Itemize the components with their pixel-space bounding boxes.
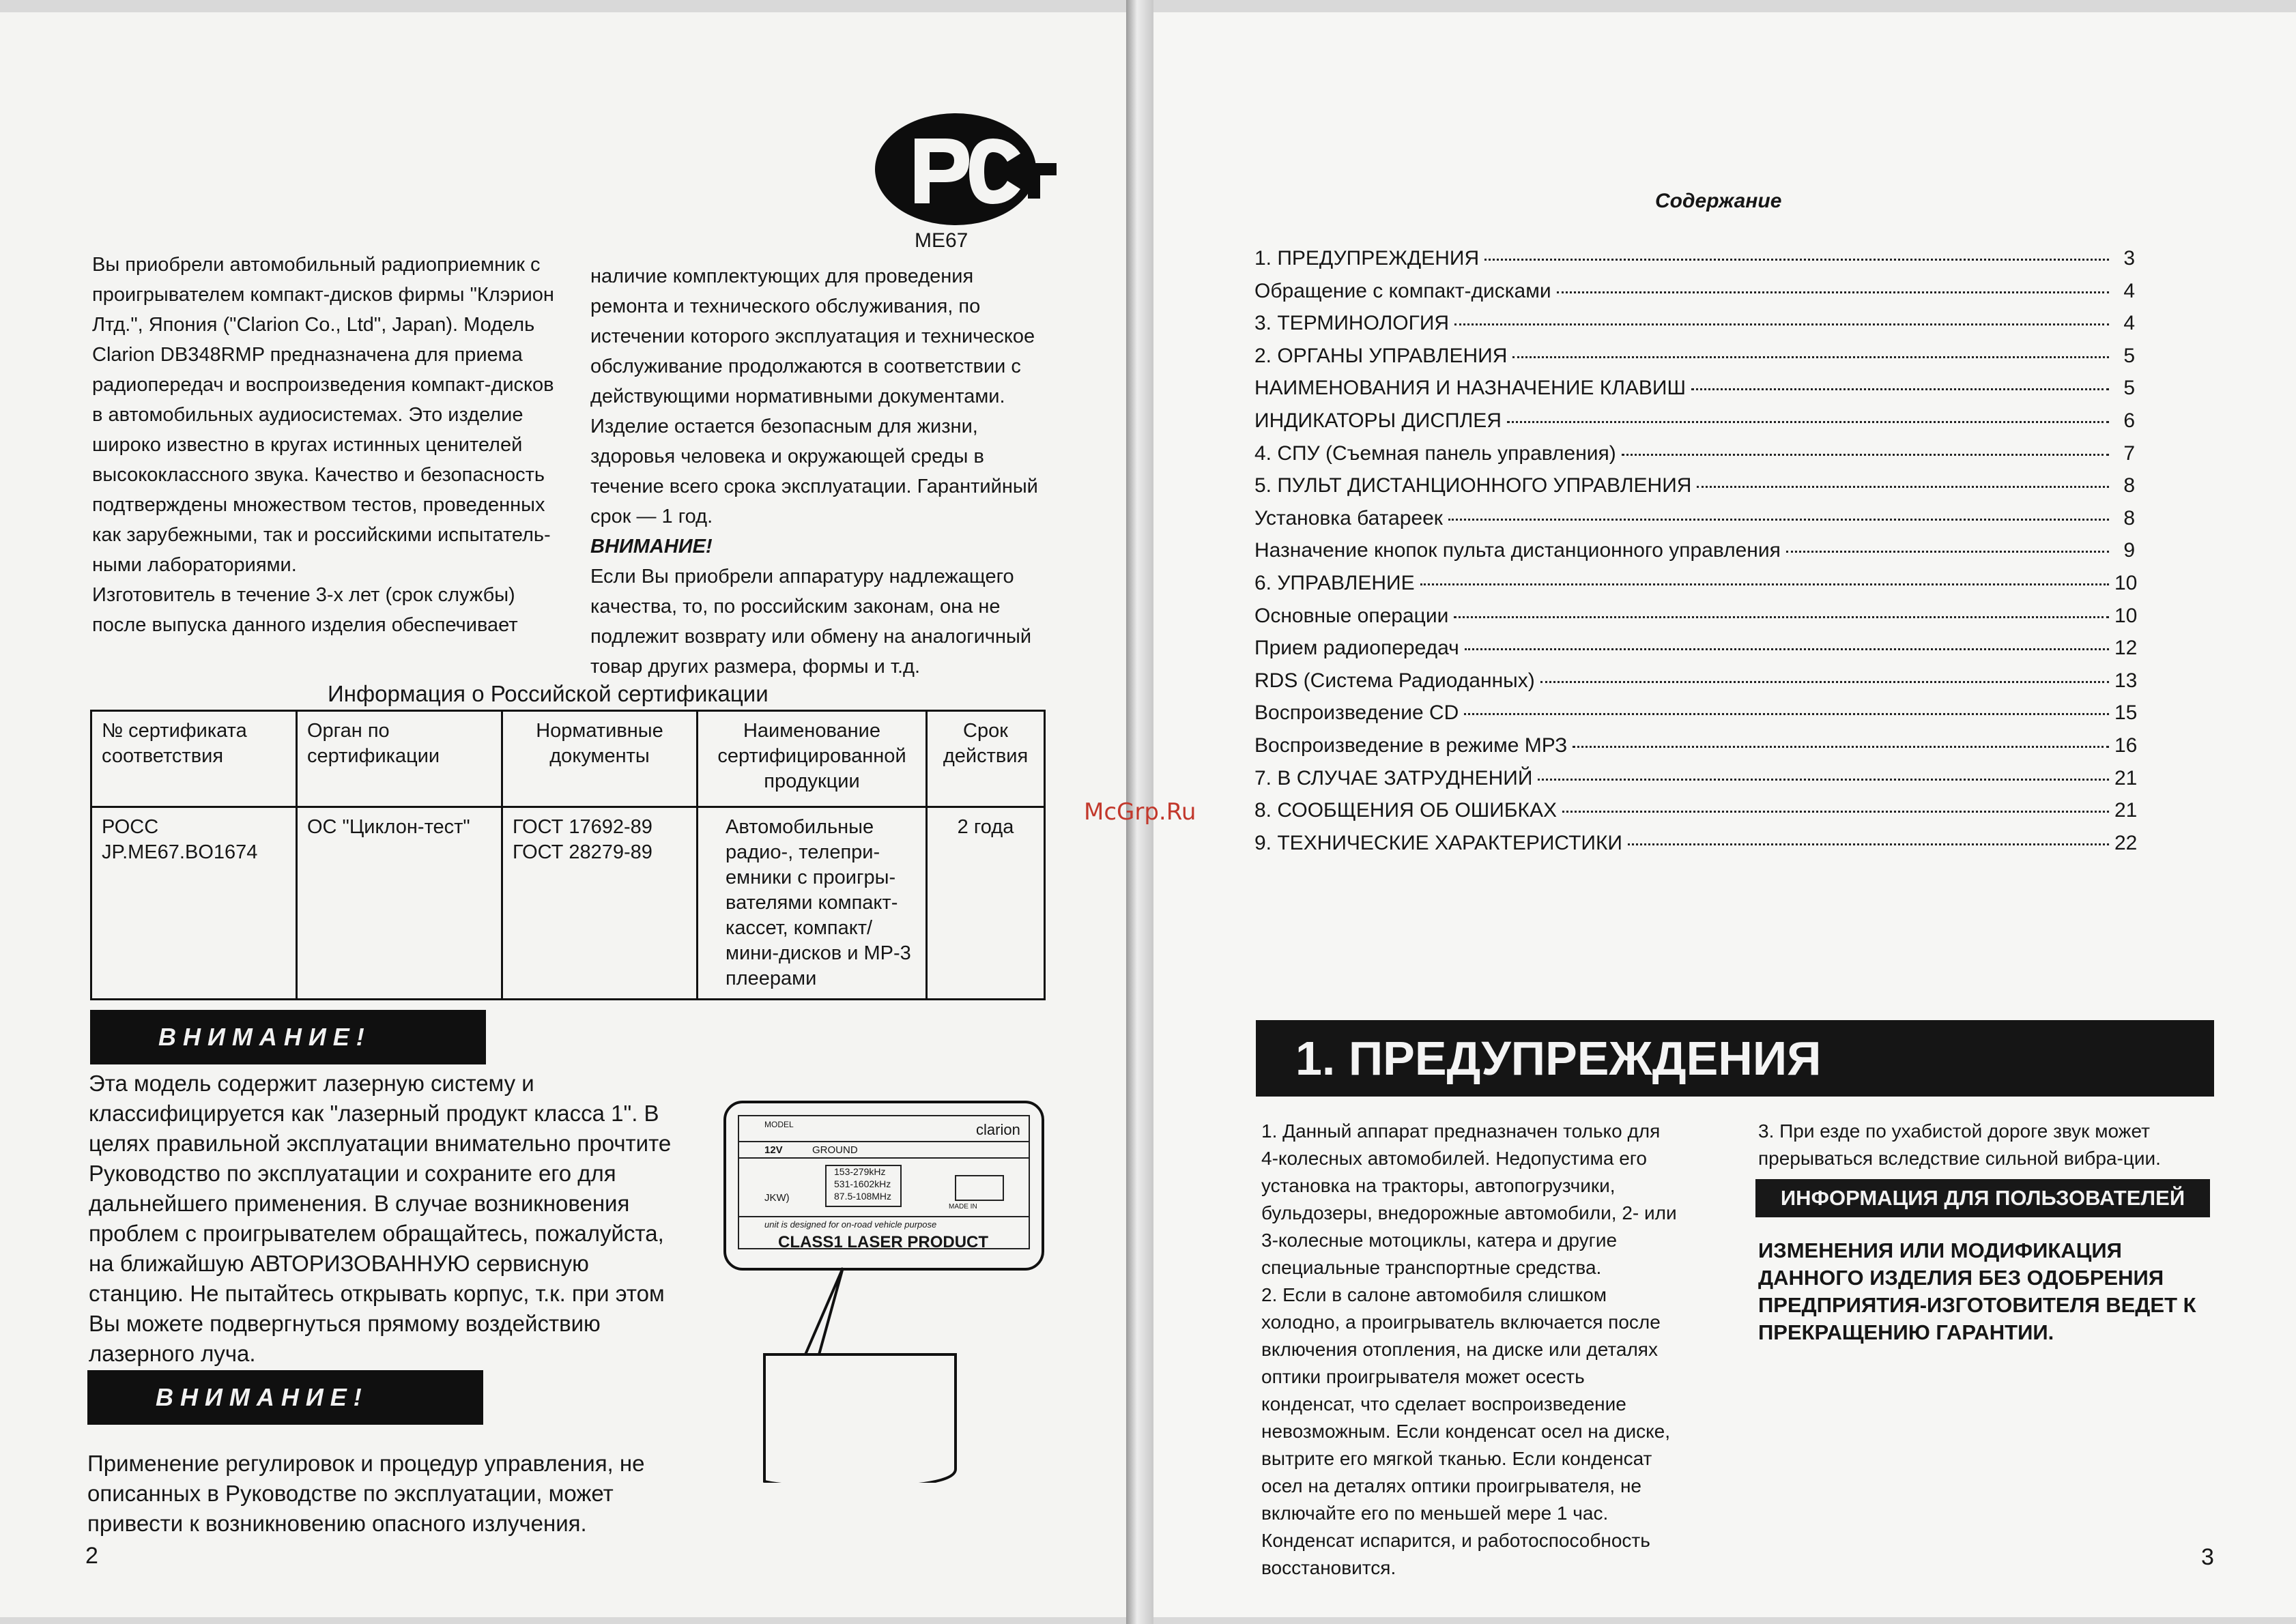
text-line: подтверждены множеством тестов, проведенных xyxy=(92,494,545,516)
toc-label: Назначение кнопок пульта дистанционного управления xyxy=(1254,539,1781,562)
label-note: unit is designed for on-road vehicle purpose xyxy=(764,1219,937,1230)
table-row xyxy=(91,807,1045,1000)
table-cell: Автомобильные радио-, телепри-емники с проигры-вателями компакт-кассет, компакт/ мини-дисков и МР-3 плеерами xyxy=(698,807,927,1000)
text-line: восстановится. xyxy=(1261,1557,1396,1578)
text-line: установка на тракторы, автопогрузчики, xyxy=(1261,1175,1616,1196)
toc-label: 4. СПУ (Съемная панель управления) xyxy=(1254,441,1616,465)
toc-leader xyxy=(1512,356,2109,358)
toc-page: 10 xyxy=(2114,604,2138,627)
text-line: невозможным. Если конденсат осел на диске, xyxy=(1261,1421,1671,1442)
warnings-heading-banner: 1. ПРЕДУПРЕЖДЕНИЯ xyxy=(1256,1020,2214,1097)
toc-entry[interactable] xyxy=(1254,409,2135,442)
text-line: 3. При езде по ухабистой дороге звук может xyxy=(1758,1120,2150,1142)
toc-entry[interactable] xyxy=(1254,604,2138,637)
table-header: № сертификата соответствия xyxy=(91,711,297,807)
text-line: классифицируется как "лазерный продукт класса 1". В xyxy=(89,1101,659,1126)
toc-leader xyxy=(1448,519,2109,521)
toc-entry[interactable] xyxy=(1254,507,2135,540)
toc-label: Прием радиопередач xyxy=(1254,637,1459,660)
text-line: товар других размера, формы и т.д. xyxy=(590,656,921,678)
toc-leader xyxy=(1507,421,2109,423)
toc-leader xyxy=(1464,713,2109,715)
attention-banner: ВНИМАНИЕ! xyxy=(90,1010,486,1064)
label-ground: GROUND xyxy=(812,1144,858,1156)
text-line: Изготовитель в течение 3-х лет (срок службы) xyxy=(92,584,515,606)
label-model: MODEL xyxy=(764,1120,794,1129)
toc-leader xyxy=(1786,551,2109,553)
text-line: срок — 1 год. xyxy=(590,506,713,527)
certification-table xyxy=(90,710,1046,1000)
intro-column-1 xyxy=(92,250,556,640)
toc-page: 5 xyxy=(2123,377,2135,400)
text-line: широко известно в кругах истинных ценителей xyxy=(92,434,523,456)
certification-code: ME67 xyxy=(915,229,968,252)
toc-entry[interactable] xyxy=(1254,280,2135,313)
toc-entry[interactable] xyxy=(1254,734,2138,767)
toc-label: 9. ТЕХНИЧЕСКИЕ ХАРАКТЕРИСТИКИ xyxy=(1254,831,1622,854)
text-line: оптики проигрывателя может осесть xyxy=(1261,1366,1585,1387)
text-line: ПРЕДПРИЯТИЯ-ИЗГОТОВИТЕЛЯ ВЕДЕТ К xyxy=(1758,1293,2196,1317)
toc-label: 6. УПРАВЛЕНИЕ xyxy=(1254,571,1415,594)
page-number: 3 xyxy=(2201,1544,2214,1570)
toc-label: Воспроизведение в режиме МРЗ xyxy=(1254,734,1568,757)
text-line: действующими нормативными документами. xyxy=(590,386,1005,407)
toc-label: 1. ПРЕДУПРЕЖДЕНИЯ xyxy=(1254,247,1480,270)
text-line: ными лабораториями. xyxy=(92,554,297,576)
toc-page: 3 xyxy=(2123,247,2135,270)
toc-page: 22 xyxy=(2114,831,2138,854)
toc-page: 10 xyxy=(2114,571,2138,594)
table-cell: РОСС JP.ME67.BO1674 xyxy=(91,807,297,1000)
toc-page: 21 xyxy=(2114,799,2138,822)
toc-leader xyxy=(1465,648,2109,650)
radiation-warning-text xyxy=(87,1449,702,1539)
text-line: конденсат, что сделает воспроизведение xyxy=(1261,1393,1626,1415)
text-line: 2. Если в салоне автомобиля слишком xyxy=(1261,1284,1607,1305)
text-line: наличие комплектующих для проведения xyxy=(590,265,974,287)
text-line: высококлассного звука. Качество и безопасность xyxy=(92,464,545,486)
toc-entry[interactable] xyxy=(1254,345,2135,377)
certification-title: Информация о Российской сертификации xyxy=(328,681,769,706)
toc-label: 3. ТЕРМИНОЛОГИЯ xyxy=(1254,312,1450,335)
user-info-text xyxy=(1758,1237,2209,1346)
toc-page: 15 xyxy=(2114,701,2138,725)
page-number: 2 xyxy=(85,1543,98,1569)
text-line: лазерного луча. xyxy=(89,1341,256,1366)
table-header: Нормативные документы xyxy=(502,711,698,807)
toc-label: 2. ОРГАНЫ УПРАВЛЕНИЯ xyxy=(1254,344,1508,367)
toc-leader xyxy=(1691,388,2109,390)
text-line: Вы можете подвергнуться прямому воздействию xyxy=(89,1311,601,1336)
warnings-column-1 xyxy=(1261,1118,1719,1582)
intro-column-2 xyxy=(590,261,1054,682)
toc-page: 21 xyxy=(2114,766,2138,789)
text-line: Вы приобрели автомобильный радиоприемник с xyxy=(92,254,541,276)
text-line: прерываться вследствие сильной вибра-ции. xyxy=(1758,1148,2161,1169)
text-line: Clarion DB348RMP предназначена для приема xyxy=(92,344,523,366)
toc-leader xyxy=(1557,291,2109,293)
toc-leader xyxy=(1420,583,2109,585)
table-cell: ОС "Циклон-тест" xyxy=(297,807,502,1000)
label-frequency: 531-1602kHz xyxy=(834,1178,891,1189)
label-made-in: MADE IN xyxy=(949,1203,977,1210)
toc-entry[interactable] xyxy=(1254,831,2138,865)
label-frequency: 153-279kHz xyxy=(834,1166,886,1177)
toc-leader xyxy=(1454,616,2109,618)
text-line: обслуживание продолжаются в соответствии с xyxy=(590,356,1021,377)
toc-page: 6 xyxy=(2123,409,2135,432)
table-header-row xyxy=(91,711,1045,807)
text-line: привести к возникновению опасного излучения. xyxy=(87,1511,587,1536)
toc-leader xyxy=(1538,779,2109,781)
table-header: Срок действия xyxy=(927,711,1045,807)
text-line: специальные транспортные средства. xyxy=(1261,1257,1602,1278)
text-line: на ближайшую АВТОРИЗОВАННУЮ сервисную xyxy=(89,1251,589,1276)
toc-label: Установка батареек xyxy=(1254,506,1443,530)
table-header: Орган по сертификации xyxy=(297,711,502,807)
text-line: дальнейшего применения. В случае возникновения xyxy=(89,1191,630,1216)
toc-label: НАИМЕНОВАНИЯ И НАЗНАЧЕНИЕ КЛАВИШ xyxy=(1254,377,1686,400)
text-line: холодно, а проигрыватель включается после xyxy=(1261,1311,1661,1333)
toc-page: 4 xyxy=(2123,279,2135,302)
toc-entry[interactable] xyxy=(1254,377,2135,409)
toc-page: 13 xyxy=(2114,669,2138,692)
text-line: 4-колесных автомобилей. Недопустима его xyxy=(1261,1148,1647,1169)
toc-page: 9 xyxy=(2123,539,2135,562)
text-line: Эта модель содержит лазерную систему и xyxy=(89,1071,534,1096)
toc-leader xyxy=(1622,454,2109,456)
text-line: Руководство по эксплуатации и сохраните его для xyxy=(89,1161,616,1186)
toc-label: 5. ПУЛЬТ ДИСТАНЦИОННОГО УПРАВЛЕНИЯ xyxy=(1254,474,1692,497)
text-line: радиопередач и воспроизведения компакт-дисков xyxy=(92,374,554,396)
toc-leader xyxy=(1484,259,2109,261)
text-line: Применение регулировок и процедур управления, не xyxy=(87,1451,645,1476)
table-cell: 2 года xyxy=(927,807,1045,1000)
toc-entry[interactable] xyxy=(1254,312,2135,345)
toc-entry[interactable] xyxy=(1254,571,2138,605)
toc-entry[interactable] xyxy=(1254,539,2135,572)
text-line: осел на деталях оптики проигрывателя, не xyxy=(1261,1475,1641,1496)
text-line: в автомобильных аудиосистемах. Это изделие xyxy=(92,404,523,426)
toc-entry[interactable] xyxy=(1254,701,2138,734)
text-line: Лтд.", Япония ("Clarion Co., Ltd", Japan). Модель xyxy=(92,314,535,336)
text-line: проигрывателем компакт-дисков фирмы "Клэрион xyxy=(92,284,554,306)
text-line: включайте его по меньшей мере 1 час. xyxy=(1261,1503,1609,1524)
toc-page: 5 xyxy=(2123,344,2135,367)
table-of-contents xyxy=(1254,247,2138,864)
toc-leader xyxy=(1697,486,2109,488)
attention-heading: ВНИМАНИЕ! xyxy=(590,536,713,557)
toc-leader xyxy=(1454,323,2109,325)
toc-label: Обращение с компакт-дисками xyxy=(1254,279,1551,302)
toc-label: Воспроизведение CD xyxy=(1254,701,1459,725)
text-line: станцию. Не пытайтесь открывать корпус, т.к. при этом xyxy=(89,1281,665,1306)
toc-leader xyxy=(1628,843,2109,845)
right-page xyxy=(1153,12,2296,1617)
text-line: включения отопления, на диске или деталях xyxy=(1261,1339,1658,1360)
text-line: бульдозеры, внедорожные автомобили, 2- или xyxy=(1261,1202,1677,1223)
laser-warning-text xyxy=(89,1069,693,1369)
toc-entry[interactable] xyxy=(1254,766,2138,800)
text-line: 1. Данный аппарат предназначен только для xyxy=(1261,1120,1661,1142)
toc-page: 8 xyxy=(2123,506,2135,530)
text-line: Конденсат испарится, и работоспособность xyxy=(1261,1530,1650,1551)
toc-leader xyxy=(1573,746,2109,748)
watermark: McGrp.Ru xyxy=(1084,798,1196,826)
left-page xyxy=(0,12,1126,1617)
toc-entry[interactable] xyxy=(1254,799,2138,832)
attention-banner: ВНИМАНИЕ! xyxy=(87,1370,483,1425)
toc-page: 7 xyxy=(2123,441,2135,465)
toc-label: 8. СООБЩЕНИЯ ОБ ОШИБКАХ xyxy=(1254,799,1558,822)
text-line: описанных в Руководстве по эксплуатации, может xyxy=(87,1481,614,1506)
label-jkw: JKW) xyxy=(764,1192,790,1204)
rst-certification-logo xyxy=(874,111,1058,227)
text-line: 3-колесные мотоциклы, катера и другие xyxy=(1261,1230,1618,1251)
toc-entry[interactable] xyxy=(1254,474,2135,507)
text-line: ДАННОГО ИЗДЕЛИЯ БЕЗ ОДОБРЕНИЯ xyxy=(1758,1266,2164,1290)
toc-leader xyxy=(1562,811,2109,813)
toc-page: 12 xyxy=(2114,637,2138,660)
toc-title: Содержание xyxy=(1655,190,1782,212)
label-brand: clarion xyxy=(976,1121,1020,1138)
toc-label: RDS (Система Радиоданных) xyxy=(1254,669,1535,692)
toc-entry[interactable] xyxy=(1254,669,2138,702)
text-line: качества, то, по российским законам, она не xyxy=(590,596,1001,618)
table-cell: ГОСТ 17692-89 ГОСТ 28279-89 xyxy=(502,807,698,1000)
toc-page: 8 xyxy=(2123,474,2135,497)
text-line: проблем с проигрывателем обращайтесь, пожалуйста, xyxy=(89,1221,664,1246)
toc-label: ИНДИКАТОРЫ ДИСПЛЕЯ xyxy=(1254,409,1502,432)
warnings-column-2 xyxy=(1758,1118,2209,1172)
toc-page: 4 xyxy=(2123,312,2135,335)
text-line: истечении которого эксплуатация и техническое xyxy=(590,325,1035,347)
toc-entry[interactable] xyxy=(1254,637,2138,669)
text-line: ИЗМЕНЕНИЯ ИЛИ МОДИФИКАЦИЯ xyxy=(1758,1238,2122,1262)
text-line: Если Вы приобрели аппаратуру надлежащего xyxy=(590,566,1014,588)
text-line: здоровья человека и окружающей среды в xyxy=(590,446,984,467)
text-line: после выпуска данного изделия обеспечивает xyxy=(92,614,518,636)
label-voltage: 12V xyxy=(764,1144,783,1156)
laser-label-illustration xyxy=(723,1101,1044,1483)
text-line: Изделие остается безопасным для жизни, xyxy=(590,416,978,437)
text-line: как зарубежными, так и российскими испытатель- xyxy=(92,524,551,546)
user-info-banner: ИНФОРМАЦИЯ ДЛЯ ПОЛЬЗОВАТЕЛЕЙ xyxy=(1755,1179,2210,1217)
label-callout-outline xyxy=(723,1101,1044,1483)
toc-entry[interactable] xyxy=(1254,442,2135,475)
toc-leader xyxy=(1540,681,2109,683)
table-header: Наименование сертифицированной продукции xyxy=(698,711,927,807)
text-line: течение всего срока эксплуатации. Гарантийный xyxy=(590,476,1038,497)
toc-label: Основные операции xyxy=(1254,604,1449,627)
text-line: ПРЕКРАЩЕНИЮ ГАРАНТИИ. xyxy=(1758,1320,2054,1344)
label-frequency: 87.5-108MHz xyxy=(834,1191,892,1202)
label-class: CLASS1 LASER PRODUCT xyxy=(778,1233,989,1251)
toc-label: 7. В СЛУЧАЕ ЗАТРУДНЕНИЙ xyxy=(1254,766,1533,789)
text-line: ремонта и технического обслуживания, по xyxy=(590,295,981,317)
text-line: целях правильной эксплуатации внимательно прочтите xyxy=(89,1131,672,1156)
text-line: вытрите его мягкой тканью. Если конденсат xyxy=(1261,1448,1652,1469)
toc-page: 16 xyxy=(2114,734,2138,757)
toc-entry[interactable] xyxy=(1254,247,2135,280)
text-line: подлежит возврату или обмену на аналогичный xyxy=(590,626,1032,648)
